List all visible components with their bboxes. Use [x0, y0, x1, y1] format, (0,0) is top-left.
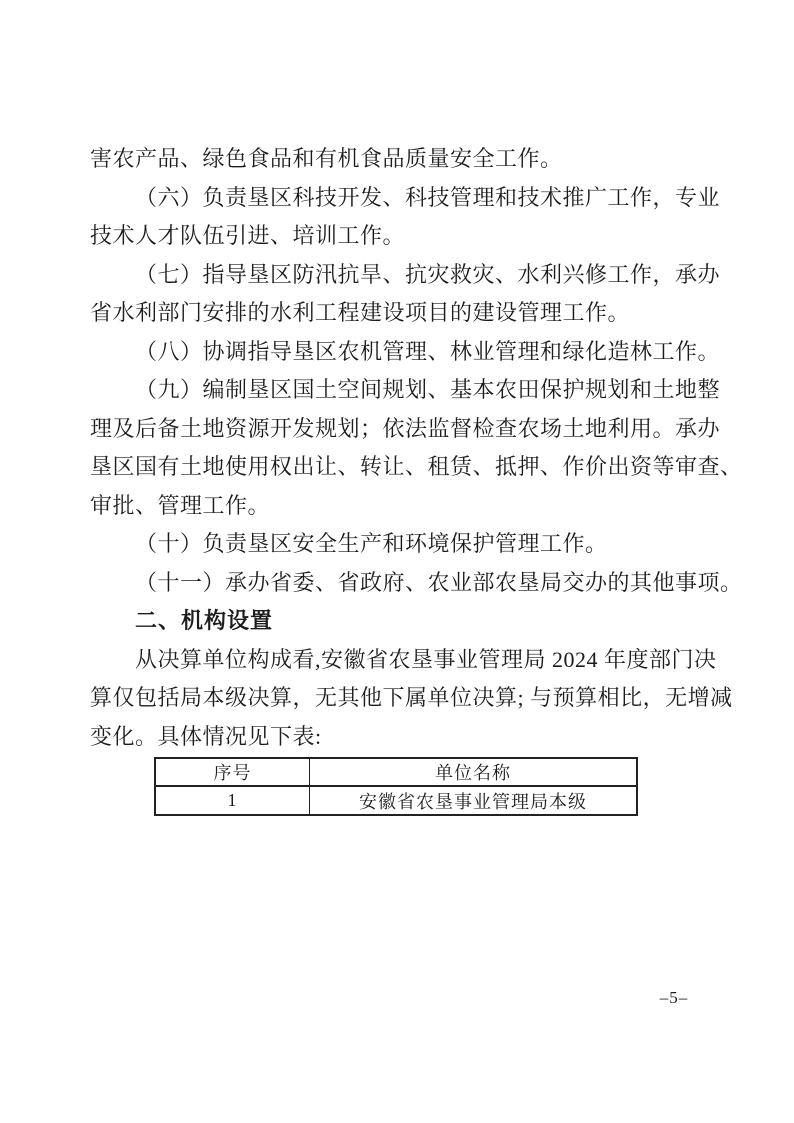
table-header-index: 序号 — [155, 758, 310, 786]
table-row — [155, 786, 637, 815]
body-line-item-6: （六）负责垦区科技开发、科技管理和技术推广工作，专业 — [135, 184, 721, 210]
body-line-item-11: （十一）承办省委、省政府、农业部农垦局交办的其他事项。 — [135, 569, 743, 595]
intro-line: 变化。具体情况见下表: — [90, 723, 322, 749]
document-body — [90, 140, 743, 816]
body-line-item-7: （七）指导垦区防汛抗旱、抗灾救灾、水利兴修工作，承办 — [135, 261, 721, 287]
intro-line: 算仅包括局本级决算，无其他下属单位决算; 与预算相比，无增减 — [90, 685, 733, 710]
section-heading-org-setup: 二、机构设置 — [135, 608, 274, 633]
body-line: 垦区国有土地使用权出让、转让、租赁、抵押、作价出资等审查、 — [90, 454, 743, 479]
body-line-item-8: （八）协调指导垦区农机管理、林业管理和绿化造林工作。 — [135, 338, 721, 364]
cell-index: 1 — [155, 786, 310, 815]
body-line: 害农产品、绿色食品和有机食品质量安全工作。 — [90, 146, 563, 171]
body-line: 技术人才队伍引进、培训工作。 — [90, 223, 406, 248]
body-line-item-9: （九）编制垦区国土空间规划、基本农田保护规划和土地整 — [135, 377, 721, 402]
table-header-row — [155, 758, 637, 786]
body-line-item-10: （十）负责垦区安全生产和环境保护管理工作。 — [135, 531, 608, 556]
org-units-table — [154, 757, 638, 816]
body-line: 省水利部门安排的水利工程建设项目的建设管理工作。 — [90, 300, 631, 325]
body-line: 审批、管理工作。 — [90, 492, 271, 518]
page-number: –5– — [659, 988, 689, 1007]
intro-line: 从决算单位构成看,安徽省农垦事业管理局 2024 年度部门决 — [135, 646, 717, 672]
body-line: 理及后备土地资源开发规划；依法监督检查农场土地利用。承办 — [90, 415, 721, 441]
cell-unit-name: 安徽省农垦事业管理局本级 — [310, 786, 638, 815]
table-header-unit-name: 单位名称 — [310, 758, 638, 786]
